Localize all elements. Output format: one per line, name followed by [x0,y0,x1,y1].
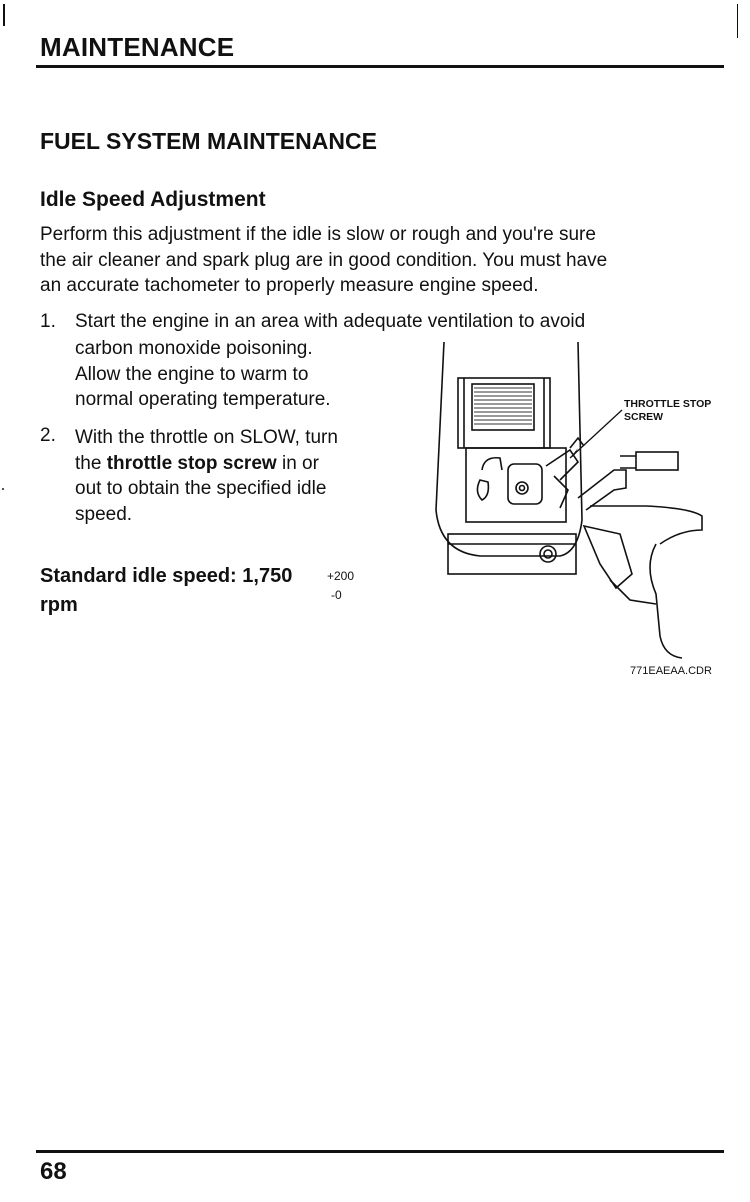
step-text-line [75,451,338,477]
step-text-line: speed. [75,503,133,525]
throttle-stop-screw-emphasis: throttle stop screw [106,452,277,474]
scan-edge-mark [737,4,738,38]
callout-line: THROTTLE STOP [624,398,712,410]
page-number: 68 [40,1158,67,1185]
throttle-stop-screw-callout [624,398,711,424]
step-2-text [75,425,338,527]
step-text-line: Start the engine in an area with adequate ventilation to avoid [75,311,586,332]
intro-line: the air cleaner and spark plug are in good condition. You must have [40,249,608,271]
step-text-line: With the throttle on SLOW, turn [75,427,338,448]
step-text-line: normal operating temperature. [75,389,331,410]
scan-speck [2,488,4,490]
step-1-text [75,336,331,413]
footer-rule [36,1150,724,1153]
step-text-line: Allow the engine to warm to [75,363,309,385]
step-text-fragment: the [75,452,107,474]
step-text-line: out to obtain the specified idle [75,478,327,499]
spec-tolerance-minus: -0 [331,588,342,602]
step-number: 2. [40,425,56,446]
intro-line: an accurate tachometer to properly measure engine speed. [40,275,539,296]
engine-illustration [420,330,730,670]
intro-line: Perform this adjustment if the idle is slow or rough and you're sure [40,224,596,245]
step-number: 1. [40,311,56,332]
idle-speed-spec-label: Standard idle speed: 1,750 [40,565,293,587]
figure-code: 771EAEAA.CDR [630,665,712,677]
header-rule [36,65,724,68]
spec-tolerance-plus: +200 [327,569,355,583]
scan-edge-mark [3,4,5,26]
callout-line: SCREW [624,411,664,423]
page-title: FUEL SYSTEM MAINTENANCE [40,128,377,154]
subsection-title: Idle Speed Adjustment [40,188,266,211]
step-text-line: carbon monoxide poisoning. [75,338,313,359]
spec-unit: rpm [40,594,78,616]
step-text-fragment: in or [276,452,319,474]
section-header: MAINTENANCE [40,32,235,62]
intro-paragraph [40,222,720,299]
